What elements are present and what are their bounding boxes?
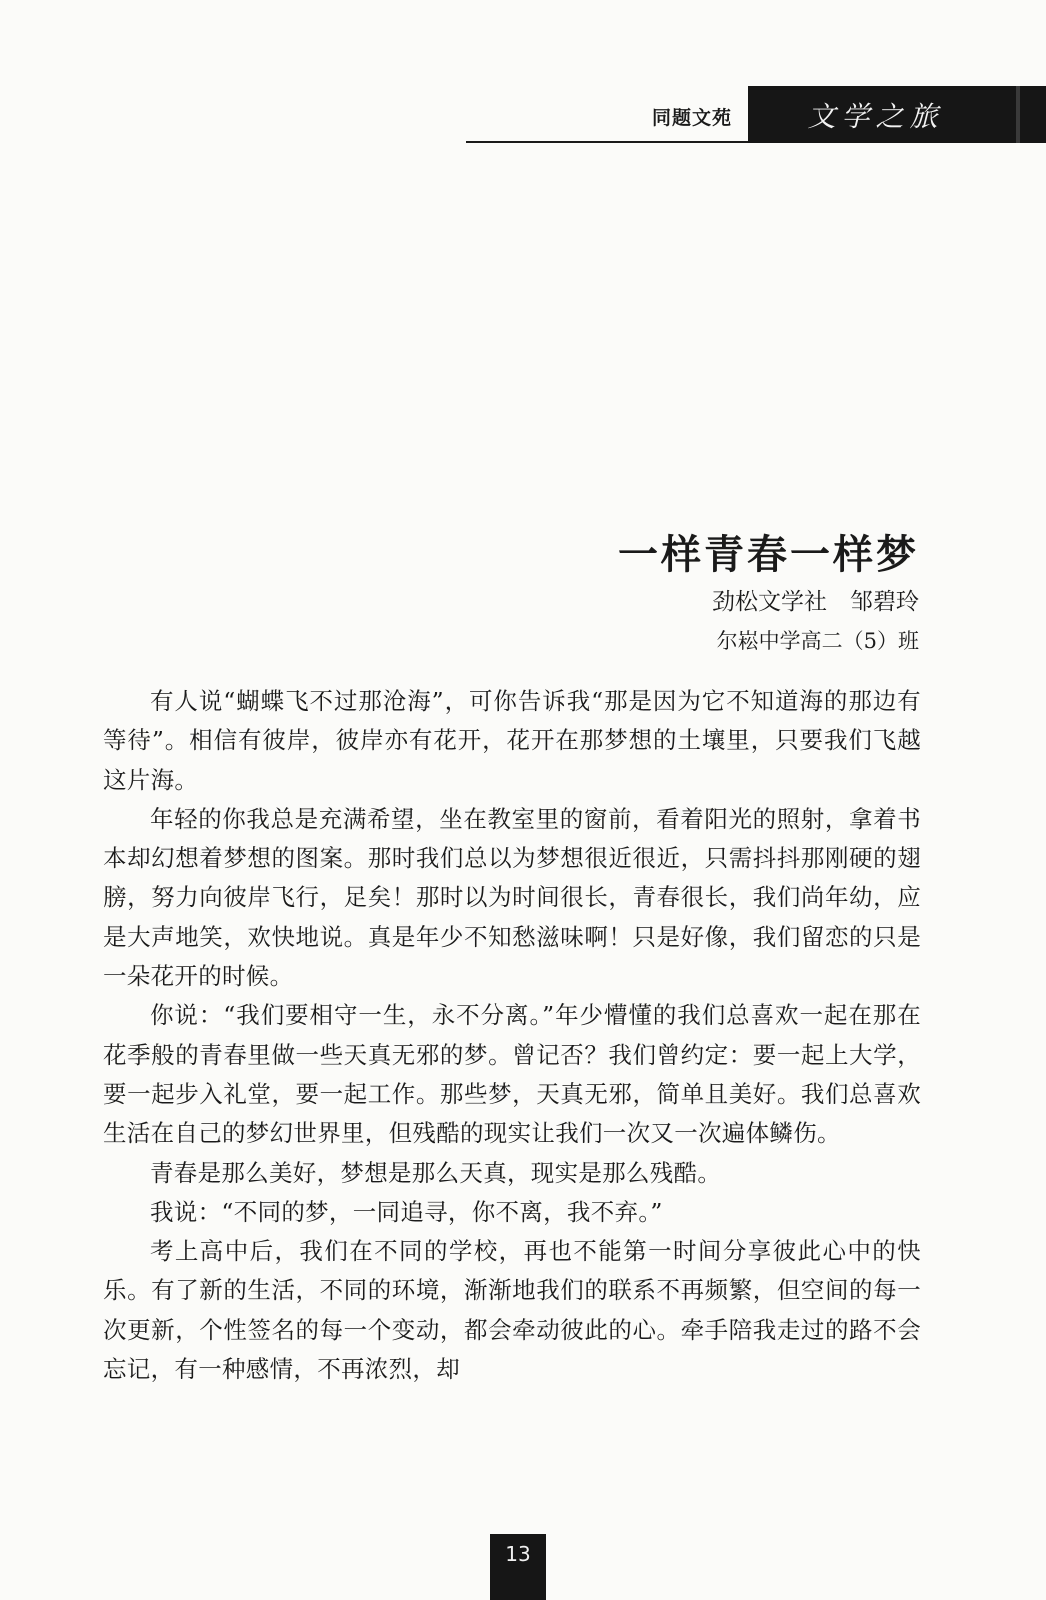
article-body — [103, 682, 921, 1389]
header-column-band — [748, 86, 1046, 143]
page-number: 13 — [490, 1534, 546, 1600]
header-section-label: 同题文苑 — [651, 107, 732, 129]
paragraph: 我说：“不同的梦，一同追寻，你不离，我不弃。” — [150, 1197, 663, 1226]
article-author: 劲松文学社 邹碧玲 — [712, 589, 919, 615]
paragraph: 有人说“蝴蝶飞不过那沧海”，可你告诉我“那是因为它不知道海的那边有等待”。相信有彼岸，彼岸亦有花开，花开在那梦想的土壤里，只要我们飞越这片海。 — [103, 687, 921, 794]
paragraph: 考上高中后，我们在不同的学校，再也不能第一时间分享彼此心中的快乐。有了新的生活，不同的环境，渐渐地我们的联系不再频繁，但空间的每一次更新，个性签名的每一个变动，都会牵动彼此的心。牵手陪我走过的路不会忘记，有一种感情，不再浓烈，却 — [103, 1237, 921, 1384]
paragraph: 你说：“我们要相守一生，永不分离。”年少懵懂的我们总喜欢一起在那在花季般的青春里做一些天真无邪的梦。曾记否？我们曾约定：要一起上大学，要一起步入礼堂，要一起工作。那些梦，天真无邪，简单且美好。我们总喜欢生活在自己的梦幻世界里，但残酷的现实让我们一次又一次遍体鳞伤。 — [103, 1001, 921, 1148]
paragraph: 青春是那么美好，梦想是那么天真，现实是那么残酷。 — [150, 1158, 722, 1187]
article-school: 尔崧中学高二（5）班 — [716, 629, 919, 653]
paragraph: 年轻的你我总是充满希望，坐在教室里的窗前，看着阳光的照射，拿着书本却幻想着梦想的图案。那时我们总以为梦想很近很近，只需抖抖那刚硬的翅膀，努力向彼岸飞行，足矣！那时以为时间很长，青春很长，我们尚年幼，应是大声地笑，欢快地说。真是年少不知愁滋味啊！只是好像，我们留恋的只是一朵花开的时候。 — [103, 804, 921, 991]
header-column-label: 文学之旅 — [807, 99, 944, 133]
article-title: 一样青春一样梦 — [618, 532, 919, 578]
header-band-stripe — [1016, 86, 1020, 143]
